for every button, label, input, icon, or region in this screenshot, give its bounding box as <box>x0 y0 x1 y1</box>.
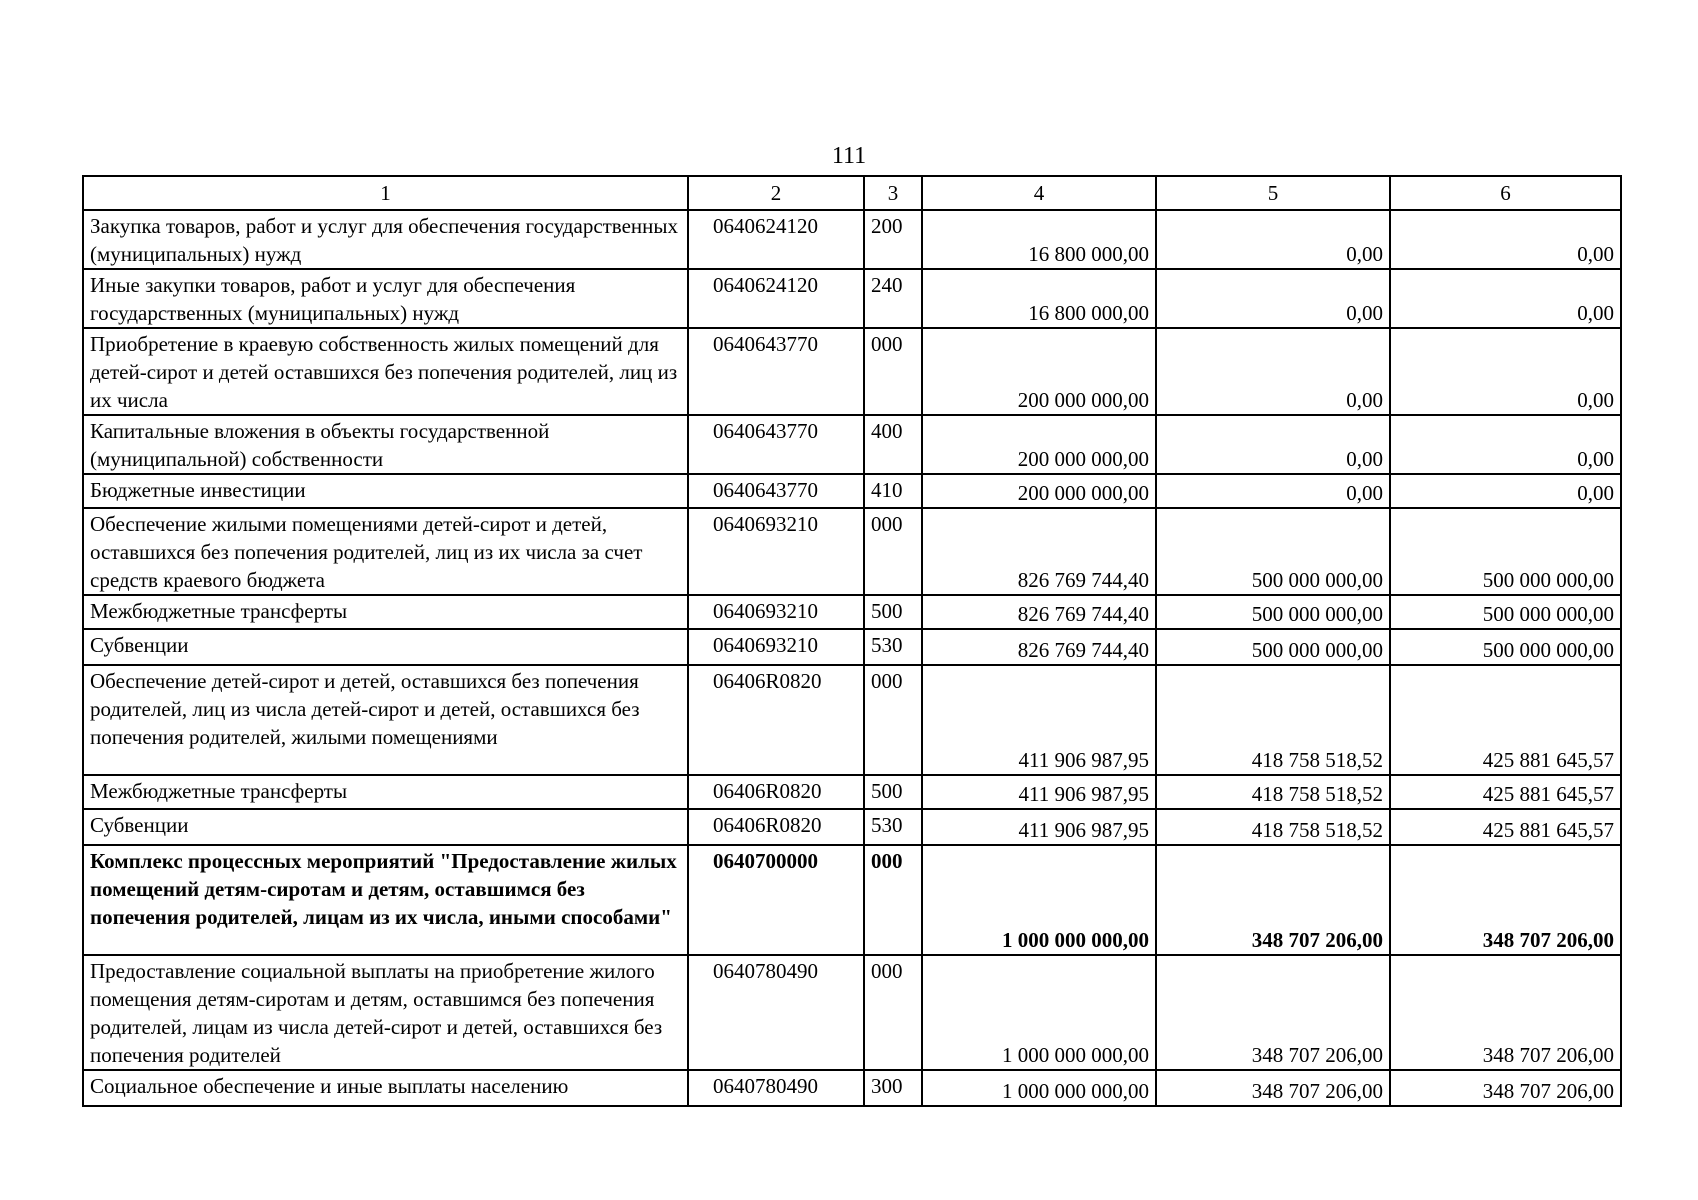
row-code-cell: 0640693210 <box>688 508 864 595</box>
table-row <box>83 809 1621 845</box>
table-row <box>83 845 1621 955</box>
row-code-cell: 0640643770 <box>688 328 864 415</box>
row-code-cell: 0640693210 <box>688 595 864 629</box>
table-row <box>83 210 1621 269</box>
table-row <box>83 328 1621 415</box>
row-value-col6: 500 000 000,00 <box>1390 595 1621 629</box>
table-row <box>83 629 1621 665</box>
table-row <box>83 508 1621 595</box>
row-name-cell: Предоставление социальной выплаты на приобретение жилого помещения детям-сиротам и детям, оставшимся без попечения родителей, лицам из числа детей-сирот и детей, оставшихся без попечения родителей <box>83 955 688 1070</box>
row-value-col4: 200 000 000,00 <box>922 328 1156 415</box>
row-name-cell: Межбюджетные трансферты <box>83 775 688 809</box>
row-value-col4: 16 800 000,00 <box>922 210 1156 269</box>
row-type-cell: 300 <box>864 1070 922 1106</box>
column-number-5: 5 <box>1156 176 1390 210</box>
row-code-cell: 0640693210 <box>688 629 864 665</box>
row-code-cell: 0640624120 <box>688 210 864 269</box>
table-row <box>83 415 1621 474</box>
row-value-col5: 418 758 518,52 <box>1156 775 1390 809</box>
row-type-cell: 000 <box>864 508 922 595</box>
row-value-col5: 348 707 206,00 <box>1156 955 1390 1070</box>
row-name-cell: Обеспечение детей-сирот и детей, оставшихся без попечения родителей, лиц из числа детей-сирот и детей, оставшихся без попечения родителей, жилыми помещениями <box>83 665 688 775</box>
row-value-col4: 1 000 000 000,00 <box>922 1070 1156 1106</box>
table-row <box>83 269 1621 328</box>
row-value-col6: 348 707 206,00 <box>1390 845 1621 955</box>
row-value-col5: 0,00 <box>1156 328 1390 415</box>
row-name-cell: Комплекс процессных мероприятий "Предоставление жилых помещений детям-сиротам и детям, оставшимся без попечения родителей, лицам из их числа, иными способами" <box>83 845 688 955</box>
row-code-cell: 06406R0820 <box>688 809 864 845</box>
row-type-cell: 000 <box>864 665 922 775</box>
page-number: 111 <box>831 143 867 169</box>
column-number-row <box>83 176 1621 210</box>
row-value-col6: 348 707 206,00 <box>1390 955 1621 1070</box>
row-type-cell: 530 <box>864 809 922 845</box>
row-code-cell: 0640643770 <box>688 474 864 508</box>
row-code-cell: 0640643770 <box>688 415 864 474</box>
row-value-col6: 425 881 645,57 <box>1390 809 1621 845</box>
column-number-2: 2 <box>688 176 864 210</box>
row-value-col6: 0,00 <box>1390 210 1621 269</box>
column-number-4: 4 <box>922 176 1156 210</box>
row-value-col6: 500 000 000,00 <box>1390 508 1621 595</box>
row-value-col5: 418 758 518,52 <box>1156 809 1390 845</box>
row-value-col4: 1 000 000 000,00 <box>922 845 1156 955</box>
row-type-cell: 000 <box>864 955 922 1070</box>
row-name-cell: Капитальные вложения в объекты государственной (муниципальной) собственности <box>83 415 688 474</box>
row-value-col4: 411 906 987,95 <box>922 665 1156 775</box>
row-value-col5: 0,00 <box>1156 474 1390 508</box>
row-name-cell: Субвенции <box>83 629 688 665</box>
row-value-col5: 500 000 000,00 <box>1156 595 1390 629</box>
row-name-cell: Обеспечение жилыми помещениями детей-сирот и детей, оставшихся без попечения родителей, лиц из их числа за счет средств краевого бюджета <box>83 508 688 595</box>
budget-table <box>82 175 1622 1107</box>
row-value-col4: 826 769 744,40 <box>922 595 1156 629</box>
row-value-col5: 500 000 000,00 <box>1156 508 1390 595</box>
row-type-cell: 000 <box>864 328 922 415</box>
table-row <box>83 955 1621 1070</box>
row-code-cell: 0640624120 <box>688 269 864 328</box>
row-type-cell: 240 <box>864 269 922 328</box>
row-value-col4: 200 000 000,00 <box>922 415 1156 474</box>
row-value-col4: 16 800 000,00 <box>922 269 1156 328</box>
row-value-col6: 0,00 <box>1390 415 1621 474</box>
column-number-6: 6 <box>1390 176 1621 210</box>
row-value-col6: 425 881 645,57 <box>1390 775 1621 809</box>
row-value-col4: 411 906 987,95 <box>922 809 1156 845</box>
table-row <box>83 1070 1621 1106</box>
row-code-cell: 0640780490 <box>688 1070 864 1106</box>
row-value-col6: 500 000 000,00 <box>1390 629 1621 665</box>
row-value-col6: 348 707 206,00 <box>1390 1070 1621 1106</box>
row-value-col5: 348 707 206,00 <box>1156 845 1390 955</box>
row-value-col4: 411 906 987,95 <box>922 775 1156 809</box>
row-type-cell: 500 <box>864 775 922 809</box>
table-row <box>83 775 1621 809</box>
row-value-col6: 0,00 <box>1390 269 1621 328</box>
row-value-col5: 0,00 <box>1156 269 1390 328</box>
row-code-cell: 06406R0820 <box>688 775 864 809</box>
row-value-col6: 425 881 645,57 <box>1390 665 1621 775</box>
row-name-cell: Закупка товаров, работ и услуг для обеспечения государственных (муниципальных) нужд <box>83 210 688 269</box>
row-value-col5: 418 758 518,52 <box>1156 665 1390 775</box>
table-row <box>83 474 1621 508</box>
row-code-cell: 0640780490 <box>688 955 864 1070</box>
row-code-cell: 0640700000 <box>688 845 864 955</box>
row-type-cell: 500 <box>864 595 922 629</box>
row-value-col6: 0,00 <box>1390 328 1621 415</box>
row-name-cell: Социальное обеспечение и иные выплаты населению <box>83 1070 688 1106</box>
row-value-col5: 348 707 206,00 <box>1156 1070 1390 1106</box>
row-value-col4: 826 769 744,40 <box>922 508 1156 595</box>
row-type-cell: 410 <box>864 474 922 508</box>
row-type-cell: 530 <box>864 629 922 665</box>
row-value-col6: 0,00 <box>1390 474 1621 508</box>
row-value-col5: 0,00 <box>1156 210 1390 269</box>
table-row <box>83 595 1621 629</box>
row-name-cell: Приобретение в краевую собственность жилых помещений для детей-сирот и детей оставшихся без попечения родителей, лиц из их числа <box>83 328 688 415</box>
row-value-col5: 500 000 000,00 <box>1156 629 1390 665</box>
row-type-cell: 000 <box>864 845 922 955</box>
table-row <box>83 665 1621 775</box>
row-value-col5: 0,00 <box>1156 415 1390 474</box>
row-value-col4: 826 769 744,40 <box>922 629 1156 665</box>
row-value-col4: 200 000 000,00 <box>922 474 1156 508</box>
row-name-cell: Иные закупки товаров, работ и услуг для обеспечения государственных (муниципальных) нужд <box>83 269 688 328</box>
row-value-col4: 1 000 000 000,00 <box>922 955 1156 1070</box>
row-name-cell: Бюджетные инвестиции <box>83 474 688 508</box>
row-type-cell: 200 <box>864 210 922 269</box>
row-type-cell: 400 <box>864 415 922 474</box>
column-number-1: 1 <box>83 176 688 210</box>
row-name-cell: Субвенции <box>83 809 688 845</box>
column-number-3: 3 <box>864 176 922 210</box>
table-body <box>83 176 1621 1106</box>
row-name-cell: Межбюджетные трансферты <box>83 595 688 629</box>
row-code-cell: 06406R0820 <box>688 665 864 775</box>
